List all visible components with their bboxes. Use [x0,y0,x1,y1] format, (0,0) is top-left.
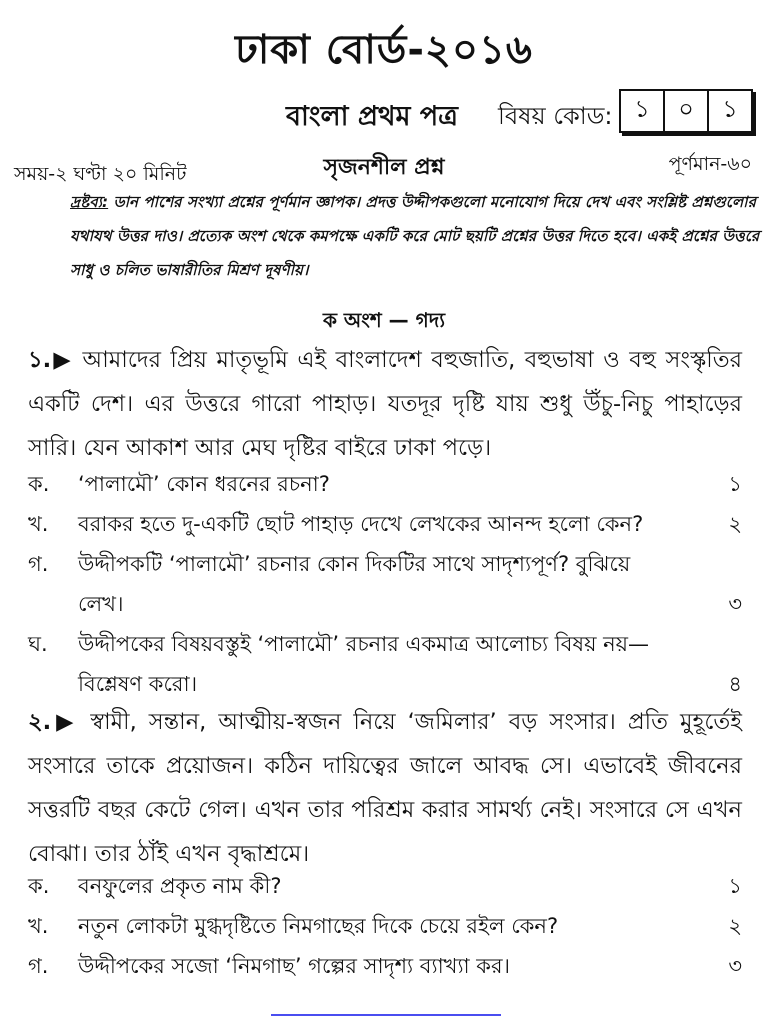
part-marks: ২ [728,914,742,938]
part-text: বরাকর হতে দু-একটি ছোট পাহাড় দেখে লেখকের আনন্দ হলো কেন? [78,512,644,536]
exam-time: সময়-২ ঘণ্টা ২০ মিনিট [14,163,187,185]
board-title: ঢাকা বোর্ড-২০১৬ [235,27,533,73]
part-label: ঘ. [28,632,48,656]
part-marks: ৩ [728,592,742,616]
question-1-part-kha [28,504,742,544]
subject-code-label: বিষয় কোড: [498,102,613,130]
question-number: ২.▶ [28,709,79,735]
part-text: ‘পালামৌ’ কোন ধরনের রচনা? [78,472,330,496]
subject-code-digit: ০ [665,91,709,131]
part-text: উদ্দীপকের সজো ‘নিমগাছ’ গল্পের সাদৃশ্য ব্যাখ্যা কর। [78,954,511,978]
part-label: খ. [28,914,49,938]
question-1-part-gha-cont [78,664,742,704]
stimulus-text: স্বামী, সন্তান, আত্মীয়-স্বজন নিয়ে ‘জমিলার’ বড় সংসার। প্রতি মুহূর্তেই সংসারে তাকে প্রয়োজন। কঠিন দায়িত্বের জালে আবদ্ধ সে। এভাবেই জীবনের সত্তরটি বছর কেটে গেল। এখন তার পরিশ্রম করার সামর্থ্য নেই। সংসারে সে এখন বোঝা। তার ঠাঁই এখন বৃদ্ধাশ্রমে। [28,709,742,867]
section-title: ক অংশ — গদ্য [322,308,446,332]
footer-link-underline[interactable] [271,1014,501,1016]
part-marks: ১ [728,874,742,898]
question-1-part-gha [28,624,742,664]
part-text-continuation: বিশ্লেষণ করো। [78,672,198,696]
question-type: সৃজনশীল প্রশ্ন [323,155,445,180]
subject-code-digit: ১ [621,91,665,131]
part-marks: ৪ [728,672,742,696]
subject-code-boxes [619,89,753,133]
part-marks: ১ [728,472,742,496]
part-marks: ২ [728,512,742,536]
full-marks: পূর্ণমান-৬০ [668,153,752,175]
part-label: ক. [28,472,50,496]
part-label: খ. [28,512,49,536]
note-text: ডান পাশের সংখ্যা প্রশ্নের পূর্ণমান জ্ঞাপক। প্রদত্ত উদ্দীপকগুলো মনোযোগ দিয়ে দেখ এবং সংশ্লিষ্ট প্রশ্নগুলোর যথাযথ উত্তর দাও। প্রত্যেক অংশ থেকে কমপক্ষে একটি করে মোট ছয়টি প্রশ্নের উত্তর দিতে হবে। একই প্রশ্নের উত্তরে সাধু ও চলিত ভাষারীতির মিশ্রণ দূষণীয়। [70,193,760,279]
question-1-part-ga-cont [78,584,742,624]
question-2-part-kha [28,906,742,946]
part-label: ক. [28,874,50,898]
part-text-continuation: লেখ। [78,592,124,616]
part-marks: ৩ [728,954,742,978]
note-label: দ্রষ্টব্য: [70,193,109,211]
question-number: ১.▶ [28,347,74,373]
question-1-stem [28,338,742,470]
part-text: উদ্দীপকটি ‘পালামৌ’ রচনার কোন দিকটির সাথে সাদৃশ্যপূর্ণ? বুঝিয়ে [78,552,631,576]
question-2-stem [28,700,742,876]
instructions-note [70,185,760,287]
stimulus-text: আমাদের প্রিয় মাতৃভূমি এই বাংলাদেশ বহুজাতি, বহুভাষা ও বহু সংস্কৃতির একটি দেশ। এর উত্তরে গারো পাহাড়। যতদূর দৃষ্টি যায় শুধু উঁচু-নিচু পাহাড়ের সারি। যেন আকাশ আর মেঘ দৃষ্টির বাইরে ঢাকা পড়ে। [28,347,743,461]
part-text: বনফুলের প্রকৃত নাম কী? [78,874,282,898]
question-2-part-ka [28,866,742,906]
question-1-part-ga [28,544,742,584]
subject-title: বাংলা প্রথম পত্র [286,101,459,132]
part-text: নতুন লোকটা মুগ্ধদৃষ্টিতে নিমগাছের দিকে চেয়ে রইল কেন? [78,914,559,938]
part-label: গ. [28,552,49,576]
subject-code-digit: ১ [722,95,738,123]
part-text: উদ্দীপকের বিষয়বস্তুই ‘পালামৌ’ রচনার একমাত্র আলোচ্য বিষয় নয়— [78,632,650,656]
question-2-part-ga [28,946,742,986]
question-1-part-ka [28,464,742,504]
part-label: গ. [28,954,49,978]
